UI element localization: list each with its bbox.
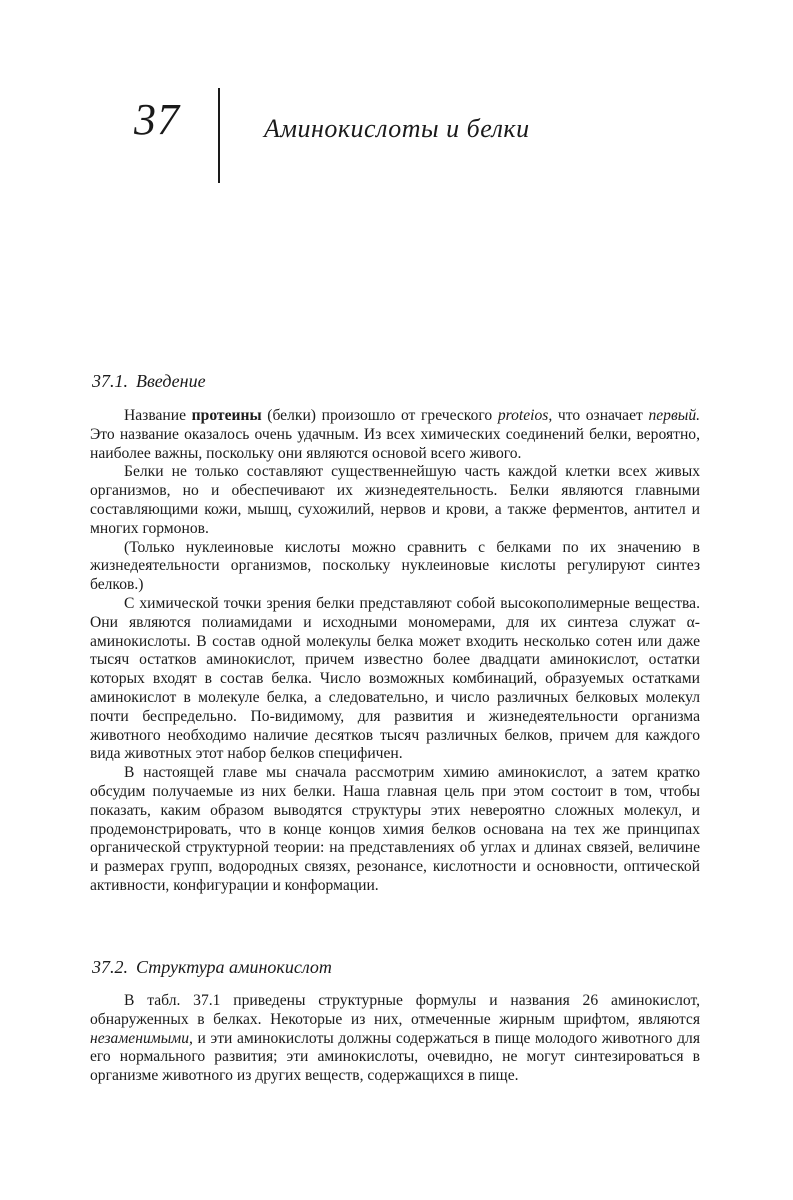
- paragraph-text: В табл. 37.1 приведены структурные формулы и названия 26 аминокислот, обнаруженных в белках. Некоторые из них, отмеченные жирным шрифтом, являются: [90, 992, 700, 1028]
- bold-term: протеины: [191, 407, 262, 424]
- paragraph: С химической точки зрения белки представляют собой высокополимерные вещества. Они являются полиамидами и исходными мономерами, для их синтеза служат α-аминокислоты. В состав одной молекулы белка может входить несколько сотен или даже тысяч остатков аминокислот, причем известно более двадцати аминокислот, остатки которых входят в состав белка. Число возможных комбинаций, образуемых остатками аминокислот в молекуле белка, а следовательно, и число различных белковых молекул почти беспредельно. По-видимому, для развития и жизнедеятельности организма животного необходимо наличие десятков тысяч различных белков, причем для каждого вида животных этот набор белков специфичен.: [90, 594, 700, 763]
- section-number: 37.2.: [92, 957, 128, 977]
- section-body-structure: [90, 992, 700, 1086]
- paragraph-text: (белки) произошло от греческого: [261, 407, 498, 424]
- italic-term: незаменимыми,: [90, 1029, 193, 1047]
- italic-term: proteios,: [497, 407, 553, 424]
- paragraph: (Только нуклеиновые кислоты можно сравнить с белками по их значению в жизнедеятельности организмов, поскольку нуклеиновые кислоты регулируют синтез белков.): [90, 538, 700, 594]
- paragraph-text: и эти аминокислоты должны содержаться в пище молодого животного для его нормального развития; эти аминокислоты, очевидно, не могут синтезироваться в организме животного из других веществ, содержащихся в пище.: [90, 1029, 700, 1085]
- chapter-number: 37: [134, 95, 180, 144]
- chapter-divider: [218, 88, 220, 183]
- paragraph-text: что означает: [552, 407, 649, 424]
- paragraph: В настоящей главе мы сначала рассмотрим химию аминокислот, а затем кратко обсудим получаемые из них белки. Наша главная цель при этом состоит в том, чтобы показать, каким образом выводятся структуры этих невероятно сложных молекул, и продемонстрировать, что в конце концов химия белков основана на тех же принципах органической структурной теории: на представлениях об углах и длинах связей, величине и размерах групп, водородных связях, резонансе, кислотности и основности, оптической активности, конфигурации и конформации.: [90, 764, 700, 894]
- paragraph: Белки не только составляют существеннейшую часть каждой клетки всех живых организмов, но и обеспечивают их жизнедеятельность. Белки являются главными составляющими кожи, мышц, сухожилий, нервов и крови, а также ферментов, антител и многих гормонов.: [90, 463, 700, 537]
- paragraph-text: Это название оказалось очень удачным. Из всех химических соединений белки, вероятно, наиболее важны, поскольку они являются основой всего живого.: [90, 425, 700, 462]
- chapter-header: [130, 88, 690, 183]
- section-heading-structure: [92, 958, 332, 976]
- paragraph: [90, 992, 700, 1086]
- section-title: Структура аминокислот: [136, 957, 332, 977]
- paragraph-text: Название: [124, 407, 192, 424]
- section-heading-intro: [92, 372, 206, 390]
- section-number: 37.1.: [92, 371, 128, 391]
- italic-term: первый.: [648, 407, 701, 424]
- paragraph: [90, 407, 700, 463]
- chapter-title: Аминокислоты и белки: [264, 114, 530, 143]
- section-title: Введение: [136, 371, 206, 391]
- section-body-intro: [90, 407, 700, 896]
